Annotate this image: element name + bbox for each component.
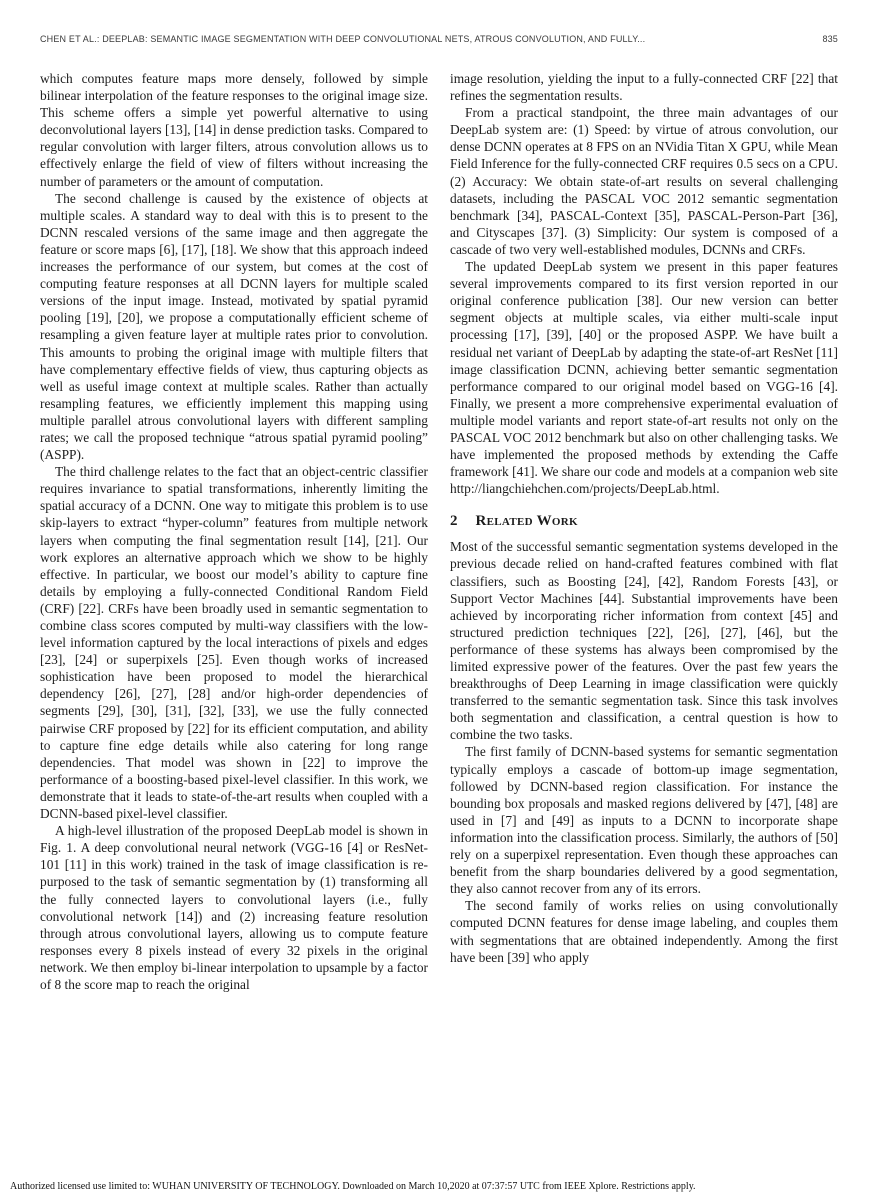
left-column (40, 70, 428, 993)
two-column-body (40, 70, 838, 993)
paragraph: which computes feature maps more densely, followed by simple bilinear interpolation of the feature responses to the original image size. This scheme offers a simple yet powerful alternative to using deconvolutional layers [13], [14] in dense prediction tasks. Compared to regular convolution with larger filters, atrous convolution allows us to effectively enlarge the field of view of filters without increasing the number of parameters or the amount of computation. (40, 71, 428, 189)
paragraph: From a practical standpoint, the three main advantages of our DeepLab system are: (1) Speed: by virtue of atrous convolution, our dense DCNN operates at 8 FPS on an NVidia Titan X GPU, while Mean Field Inference for the fully-connected CRF requires 0.5 secs on a CPU. (2) Accuracy: We obtain state-of-art results on several challenging datasets, including the PASCAL VOC 2012 semantic segmentation benchmark [34], PASCAL-Context [35], PASCAL-Person-Part [36], and Cityscapes [37]. (3) Simplicity: Our system is composed of a cascade of two very well-established modules, DCNNs and CRFs. (450, 105, 838, 257)
section-heading-related-work (450, 512, 838, 530)
running-head (40, 34, 838, 44)
section-title: Related Work (475, 513, 578, 530)
running-title: CHEN ET AL.: DEEPLAB: SEMANTIC IMAGE SEGMENTATION WITH DEEP CONVOLUTIONAL NETS, ATROUS CONVOLUTION, AND FULLY... (40, 34, 646, 44)
paragraph: The second family of works relies on using convolutionally computed DCNN features for dense image labeling, and couples them with segmentations that are obtained independently. Among the first have been [39] who apply (450, 898, 838, 965)
section-number: 2 (450, 513, 458, 530)
paragraph: The third challenge relates to the fact that an object-centric classifier requires invariance to spatial transformations, inherently limiting the spatial accuracy of a DCNN. One way to mitigate this problem is to use skip-layers to extract “hyper-column” features from multiple network layers when computing the final segmentation result [14], [21]. Our work explores an alternative approach which we show to be highly effective. In particular, we boost our model’s ability to capture fine details by employing a fully-connected Conditional Random Field (CRF) [22]. CRFs have been broadly used in semantic segmentation to combine class scores computed by multi-way classifiers with the low-level information captured by the local interactions of pixels and edges [23], [24] or superpixels [25]. Even though works of increased sophistication have been proposed to model the hierarchical dependency [26], [27], [28] and/or high-order dependencies of segments [29], [30], [31], [32], [33], we use the fully connected pairwise CRF proposed by [22] for its efficient computation, and ability to capture fine edge details while also catering for long range dependencies. That model was shown in [22] to improve the performance of a boosting-based pixel-level classifier. In this work, we demonstrate that it leads to state-of-the-art results when coupled with a DCNN-based pixel-level classifier. (40, 464, 428, 822)
license-footer: Authorized licensed use limited to: WUHAN UNIVERSITY OF TECHNOLOGY. Downloaded on March 10,2020 at 07:37:57 UTC from IEEE Xplore. Restrictions apply. (10, 1181, 696, 1192)
paragraph: image resolution, yielding the input to a fully-connected CRF [22] that refines the segmentation results. (450, 71, 838, 104)
page-number: 835 (822, 34, 838, 44)
paragraph: The updated DeepLab system we present in this paper features several improvements compared to its first version reported in our original conference publication [38]. Our new version can better segment objects at multiple scales, via either multi-scale input processing [17], [39], [40] or the proposed ASPP. We have built a residual net variant of DeepLab by adapting the state-of-art ResNet [11] image classification DCNN, achieving better semantic segmentation performance compared to our original model based on VGG-16 [4]. Finally, we present a more comprehensive experimental evaluation of multiple model variants and report state-of-art results not only on the PASCAL VOC 2012 benchmark but also on other challenging tasks. We have implemented the proposed methods by extending the Caffe framework [41]. We share our code and models at a companion web site http://liangchiehchen.com/projects/DeepLab.html. (450, 259, 838, 497)
paragraph: A high-level illustration of the proposed DeepLab model is shown in Fig. 1. A deep convolutional neural network (VGG-16 [4] or ResNet-101 [11] in this work) trained in the task of image classification is re-purposed to the task of semantic segmentation by (1) transforming all the fully connected layers to convolutional layers (i.e., fully convolutional network [14]) and (2) increasing feature resolution through atrous convolutional layers, allowing us to compute feature responses every 8 pixels instead of every 32 pixels in the original network. We then employ bi-linear interpolation to upsample by a factor of 8 the score map to reach the original (40, 823, 428, 992)
paragraph: Most of the successful semantic segmentation systems developed in the previous decade relied on hand-crafted features combined with flat classifiers, such as Boosting [24], [42], Random Forests [43], or Support Vector Machines [44]. Substantial improvements have been achieved by incorporating richer information from context [45] and structured prediction techniques [22], [26], [27], [46], but the performance of these systems has always been compromised by the limited expressive power of the features. Over the past few years the breakthroughs of Deep Learning in image classification were quickly transferred to the semantic segmentation task. Since this task involves both segmentation and classification, a central question is how to combine the two tasks. (450, 539, 838, 743)
paragraph: The second challenge is caused by the existence of objects at multiple scales. A standard way to deal with this is to present to the DCNN rescaled versions of the same image and then aggregate the feature or score maps [6], [17], [18]. We show that this approach indeed increases the performance of our system, but comes at the cost of computing feature responses at all DCNN layers for multiple scaled versions of the input image. Instead, motivated by spatial pyramid pooling [19], [20], we propose a computationally efficient scheme of resampling a given feature layer at multiple rates prior to convolution. This amounts to probing the original image with multiple filters that have complementary effective fields of view, thus capturing objects as well as useful image context at multiple scales. Rather than actually resampling features, we efficiently implement this mapping using multiple parallel atrous convolutional layers with different sampling rates; we call the proposed technique “atrous spatial pyramid pooling” (ASPP). (40, 190, 428, 463)
right-column (450, 70, 838, 993)
paragraph: The first family of DCNN-based systems for semantic segmentation typically employs a cascade of bottom-up image segmentation, followed by DCNN-based region classification. For instance the bounding box proposals and masked regions delivered by [47], [48] are used in [7] and [49] as inputs to a DCNN to incorporate shape information into the classification process. Similarly, the authors of [50] rely on a superpixel representation. Even though these approaches can benefit from the sharp boundaries delivered by a good segmentation, they also cannot recover from any of its errors. (450, 744, 838, 897)
